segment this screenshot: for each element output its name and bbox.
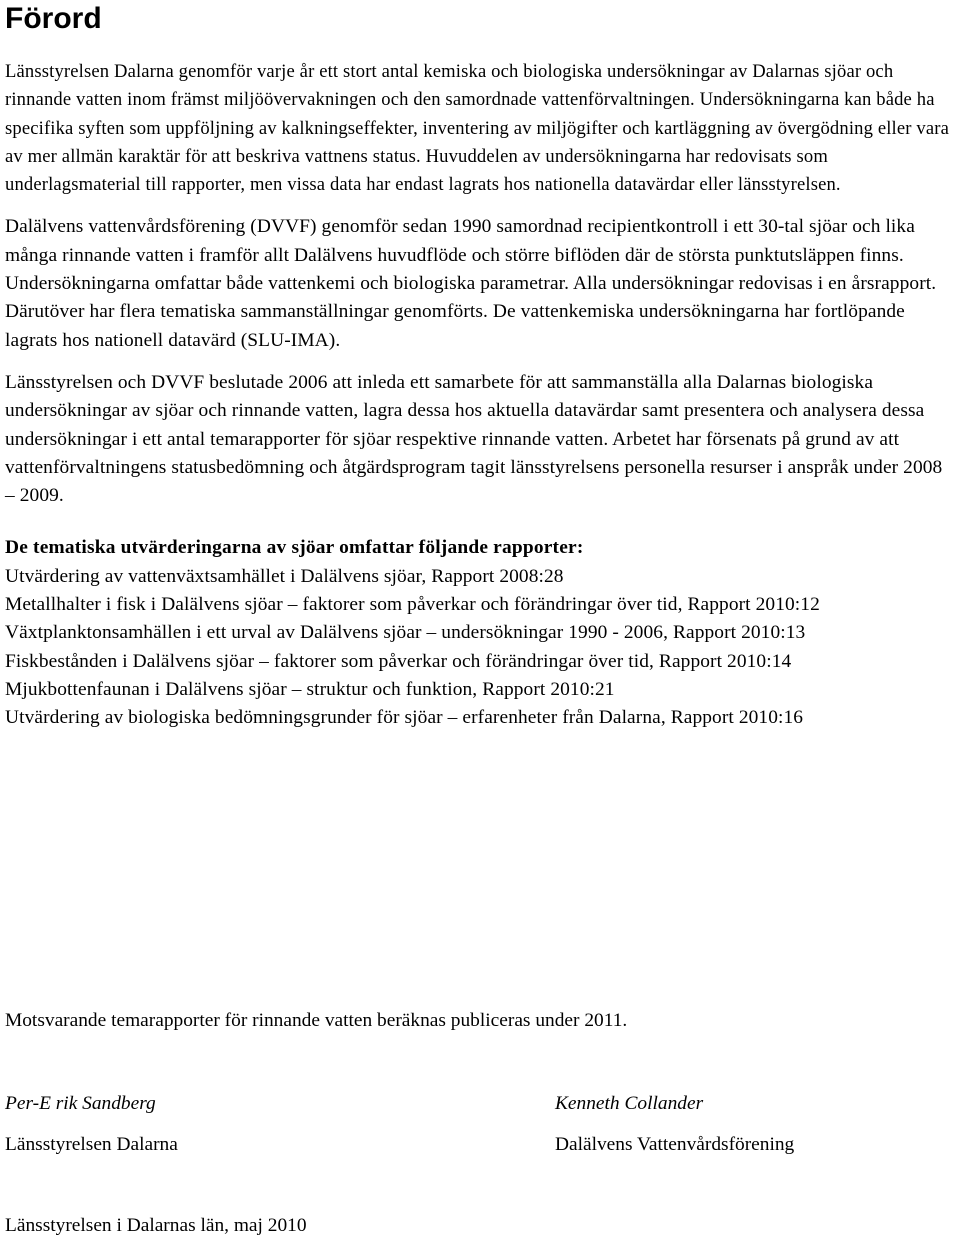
signature-organization: Dalälvens Vattenvårdsförening [555,1134,795,1155]
closing-statement: Motsvarande temarapporter för rinnande vatten beräknas publiceras under 2011. [5,1010,628,1031]
signature-right [555,1090,794,1159]
footer-location-date: Länsstyrelsen i Dalarnas län, maj 2010 [5,1215,307,1236]
signature-left [5,1090,178,1159]
page-title: Förord [5,2,102,35]
paragraph-intro: Länsstyrelsen Dalarna genomför varje år ett stort antal kemiska och biologiska undersökningar av Dalarnas sjöar och rinnande vatten inom främst miljöövervakningen och den samordnade vattenförvaltningen. Undersökningarna kan både ha specifika syften som uppföljning av kalkningseffekter, inventering av miljögifter och kartläggning av övergödning eller vara av mer allmän karaktär för att beskriva vattnens status. Huvuddelen av undersökningarna har redovisats som underlagsmaterial till rapporter, men vissa data har endast lagrats hos nationella datavärdar eller länsstyrelsen. [5,61,950,196]
signature-organization: Länsstyrelsen Dalarna [5,1134,178,1155]
report-item: Utvärdering av vattenväxtsamhället i Dalälvens sjöar, Rapport 2008:28 [5,565,564,587]
paragraph-collaboration: Länsstyrelsen och DVVF beslutade 2006 att inleda ett samarbete för att sammanställa alla Dalarnas biologiska undersökningar av sjöar och rinnande vatten, lagra dessa hos aktuella datavärdar samt presentera och analysera dessa undersökningar i ett antal temarapporter för sjöar respektive rinnande vatten. Arbetet har försenats på grund av att vattenförvaltningens statusbedömning och åtgärdsprogram tagit länsstyrelsens personella resurser i anspråk under 2008 – 2009. [5,371,943,507]
report-item: Mjukbottenfaunan i Dalälvens sjöar – struktur och funktion, Rapport 2010:21 [5,678,615,700]
signature-name: Kenneth Collander [555,1093,704,1114]
reports-heading: De tematiska utvärderingarna av sjöar omfattar följande rapporter: [5,537,584,559]
signature-name: Per-E rik Sandberg [5,1093,156,1114]
paragraph-dvvf: Dalälvens vattenvårdsförening (DVVF) genomför sedan 1990 samordnad recipientkontroll i ett 30-tal sjöar och lika många rinnande vatten i framför allt Dalälvens huvudflöde och större biflöden där de största punktutsläppen finns. Undersökningarna omfattar både vattenkemi och biologiska parametrar. Alla undersökningar redovisas i en årsrapport. Därutöver har flera tematiska sammanställningar genomförts. De vattenkemiska undersökningarna har fortlöpande lagrats hos nationell datavärd (SLU-IMA). [5,216,937,351]
document-page [5,0,955,1236]
report-item: Växtplanktonsamhällen i ett urval av Dalälvens sjöar – undersökningar 1990 - 2006, Rapport 2010:13 [5,622,806,644]
report-item: Utvärdering av biologiska bedömningsgrunder för sjöar – erfarenheter från Dalarna, Rapport 2010:16 [5,707,804,729]
reports-list [5,563,955,733]
report-item: Metallhalter i fisk i Dalälvens sjöar – faktorer som påverkar och förändringar över tid, Rapport 2010:12 [5,594,820,616]
report-item: Fiskbestånden i Dalälvens sjöar – faktorer som påverkar och förändringar över tid, Rapport 2010:14 [5,650,792,672]
